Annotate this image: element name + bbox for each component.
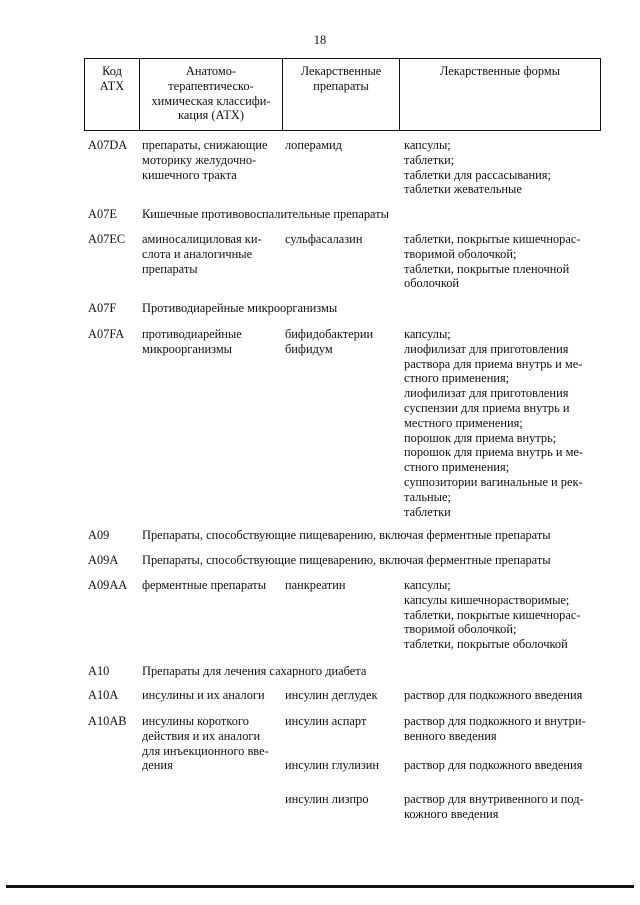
dosage-forms-line: местного применения;	[404, 415, 523, 430]
dosage-forms	[404, 792, 604, 822]
dosage-forms-line: порошок для приема внутрь и ме-	[404, 445, 584, 460]
atc-classification	[142, 232, 284, 276]
header-atc-classification	[139, 59, 282, 130]
atc-classification-line: препараты, снижающие	[142, 138, 268, 152]
dosage-forms-line: таблетки жевательные	[404, 182, 522, 197]
atc-code: A10AB	[88, 714, 127, 728]
header-line: химическая классифи-	[151, 93, 271, 108]
dosage-forms-line: капсулы;	[404, 327, 451, 341]
dosage-forms-line: капсулы кишечнорастворимые;	[404, 592, 570, 607]
drug-name	[285, 232, 403, 247]
atc-classification-line: кишечного тракта	[142, 167, 237, 182]
atc-classification-line: микроорганизмы	[142, 341, 233, 356]
atc-code: A07E	[88, 207, 117, 221]
dosage-forms	[404, 688, 604, 703]
drug-name-line: сульфасалазин	[285, 232, 363, 246]
dosage-forms-line: раствор для подкожного введения	[404, 758, 583, 772]
dosage-forms-line: стного применения;	[404, 371, 510, 386]
atc-classification	[142, 578, 284, 593]
atc-classification-line: инсулины и их аналоги	[142, 688, 265, 702]
atc-classification-line: для инъекционного вве-	[142, 743, 269, 758]
atc-classification-line: инсулины короткого	[142, 714, 249, 728]
dosage-forms-line: лиофилизат для приготовления	[404, 386, 569, 401]
dosage-forms-line: стного применения;	[404, 460, 510, 475]
page-bottom-rule	[6, 885, 634, 888]
dosage-forms	[404, 232, 604, 291]
drug-name-line: инсулин деглудек	[285, 688, 378, 702]
group-title: Кишечные противовоспалительные препараты	[142, 207, 389, 221]
page-number: 18	[313, 33, 327, 47]
dosage-forms-line: таблетки для рассасывания;	[404, 167, 551, 182]
dosage-forms-line: таблетки, покрытые оболочкой	[404, 637, 568, 652]
group-title: Препараты, способствующие пищеварению, включая ферментные препараты	[142, 528, 551, 542]
header-line: препараты	[313, 78, 369, 93]
atc-classification	[142, 688, 284, 703]
group-title: Препараты для лечения сахарного диабета	[142, 664, 367, 678]
dosage-forms	[404, 714, 604, 744]
atc-classification	[142, 327, 284, 357]
dosage-forms-line: таблетки, покрытые кишечнорас-	[404, 607, 581, 622]
atc-code: A07EC	[88, 232, 126, 246]
atc-code: A10A	[88, 688, 119, 702]
atc-classification-line: аминосалициловая ки-	[142, 232, 262, 246]
drug-name	[285, 792, 403, 807]
atc-classification	[142, 714, 284, 773]
header-line: Лекарственные	[300, 64, 382, 78]
drug-name-line: бифидум	[285, 341, 333, 356]
table-header	[84, 58, 601, 131]
dosage-forms-line: капсулы;	[404, 138, 451, 152]
dosage-forms	[404, 578, 604, 652]
atc-code: A09A	[88, 553, 119, 567]
drug-name-line: лоперамид	[285, 138, 342, 152]
drug-name-line: панкреатин	[285, 578, 346, 592]
dosage-forms-line: порошок для приема внутрь;	[404, 430, 557, 445]
header-drugs	[282, 59, 399, 130]
dosage-forms-line: творимой оболочкой;	[404, 622, 517, 637]
drug-name	[285, 688, 403, 703]
header-dosage-forms	[399, 59, 600, 130]
header-code	[85, 59, 139, 130]
atc-code: A09	[88, 528, 110, 542]
dosage-forms	[404, 138, 604, 197]
drug-name	[285, 327, 403, 357]
dosage-forms-line: таблетки	[404, 504, 451, 519]
dosage-forms-line: творимой оболочкой;	[404, 246, 517, 261]
dosage-forms-line: лиофилизат для приготовления	[404, 341, 569, 356]
group-title: Препараты, способствующие пищеварению, включая ферментные препараты	[142, 553, 551, 567]
dosage-forms-line: венного введения	[404, 728, 497, 743]
atc-classification-line: противодиарейные	[142, 327, 242, 341]
dosage-forms-line: тальные;	[404, 489, 451, 504]
dosage-forms-line: раствор для внутривенного и под-	[404, 792, 584, 806]
dosage-forms-line: таблетки, покрытые кишечнорас-	[404, 232, 581, 246]
dosage-forms-line: раствор для подкожного и внутри-	[404, 714, 586, 728]
drug-name-line: инсулин глулизин	[285, 758, 380, 772]
atc-classification-line: моторику желудочно-	[142, 152, 257, 167]
atc-classification-line: слота и аналогичные	[142, 246, 253, 261]
atc-code: A10	[88, 664, 110, 678]
atc-code: A07F	[88, 301, 117, 315]
dosage-forms-line: кожного введения	[404, 806, 499, 821]
atc-code: A09AA	[88, 578, 128, 592]
drug-name	[285, 714, 403, 729]
atc-code: A07FA	[88, 327, 125, 341]
dosage-forms-line: раствора для приема внутрь и ме-	[404, 356, 583, 371]
dosage-forms-line: таблетки, покрытые пленочной	[404, 261, 570, 276]
dosage-forms-line: оболочкой	[404, 276, 460, 291]
drug-name	[285, 758, 403, 773]
drug-name-line: инсулин аспарт	[285, 714, 367, 728]
atc-classification-line: дения	[142, 758, 173, 773]
atc-classification-line: препараты	[142, 261, 198, 276]
dosage-forms-line: таблетки;	[404, 152, 455, 167]
dosage-forms-line: капсулы;	[404, 578, 451, 592]
drug-name	[285, 578, 403, 593]
drug-name-line: бифидобактерии	[285, 327, 374, 341]
dosage-forms-line: раствор для подкожного введения	[404, 688, 583, 702]
header-line: Лекарственные формы	[439, 64, 561, 78]
atc-classification-line: действия и их аналоги	[142, 728, 261, 743]
dosage-forms-line: суспензии для приема внутрь и	[404, 400, 570, 415]
header-line: кация (АТХ)	[177, 108, 245, 123]
header-line: Анатомо-	[185, 64, 237, 78]
dosage-forms-line: суппозитории вагинальные и рек-	[404, 474, 583, 489]
dosage-forms	[404, 758, 604, 773]
atc-classification	[142, 138, 284, 182]
header-line: АТХ	[99, 78, 125, 93]
atc-code: A07DA	[88, 138, 128, 152]
dosage-forms	[404, 327, 604, 519]
header-line: терапевтическо-	[168, 78, 254, 93]
group-title: Противодиарейные микроорганизмы	[142, 301, 338, 315]
drug-name	[285, 138, 403, 153]
atc-classification-line: ферментные препараты	[142, 578, 267, 592]
drug-name-line: инсулин лизпро	[285, 792, 369, 806]
header-line: Код	[102, 64, 122, 78]
